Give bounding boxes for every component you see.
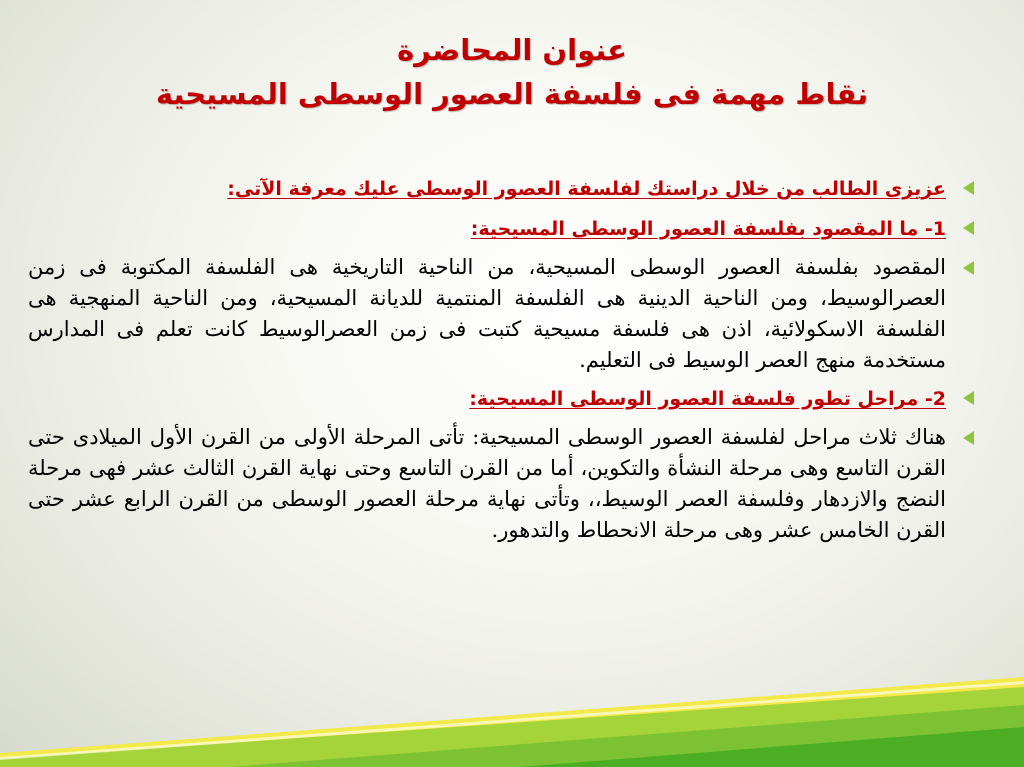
title-line-2: نقاط مهمة فى فلسفة العصور الوسطى المسيحية <box>155 77 869 111</box>
bullet-arrow-icon <box>963 181 974 195</box>
bullet-item-paragraph-1 <box>28 252 978 376</box>
bullet-arrow-icon <box>963 391 974 405</box>
bullet-arrow-icon <box>963 431 974 445</box>
paragraph-2: هناك ثلاث مراحل لفلسفة العصور الوسطى المسيحية: تأتى المرحلة الأولى من القرن الأول الميلادى حتى القرن التاسع وهى مرحلة النشأة والتكوين، أما من القرن التاسع وحتى نهاية القرن الثالث عشر فهى مرحلة النضج والازدهار وفلسفة العصر الوسيط،، وتأتى نهاية مرحلة العصور الوسطى من القرن الرابع عشر حتى القرن الخامس عشر وهى مرحلة الانحطاط والتدهور. <box>28 425 946 542</box>
section-1-heading: 1- ما المقصود بفلسفة العصور الوسطى المسيحية: <box>470 218 946 240</box>
bullet-item-section-1 <box>28 212 978 246</box>
intro-heading: عزيزى الطالب من خلال دراستك لفلسفة العصور الوسطى عليك معرفة الآتى: <box>227 178 946 200</box>
bullet-item-section-2 <box>28 382 978 416</box>
slide-content <box>28 172 978 552</box>
decorative-green-stripes <box>0 657 1024 767</box>
bullet-arrow-icon <box>963 261 974 275</box>
bullet-item-intro <box>28 172 978 206</box>
bullet-item-paragraph-2 <box>28 422 978 546</box>
section-2-heading: 2- مراحل تطور فلسفة العصور الوسطى المسيحية: <box>469 388 946 410</box>
title-line-1: عنوان المحاضرة <box>397 33 627 67</box>
paragraph-1: المقصود بفلسفة العصور الوسطى المسيحية، من الناحية التاريخية هى الفلسفة المكتوبة فى زمن العصرالوسيط، ومن الناحية الدينية هى الفلسفة المنتمية للديانة المسيحية، ومن الناحية المنهجية هى الفلسفة الاسكولائية، اذن هى فلسفة مسيحية كتبت فى زمن العصرالوسيط كانت تعلم فى المدارس مستخدمة منهج العصر الوسيط فى التعليم. <box>28 255 946 372</box>
slide-title <box>0 28 1024 116</box>
bullet-arrow-icon <box>963 221 974 235</box>
